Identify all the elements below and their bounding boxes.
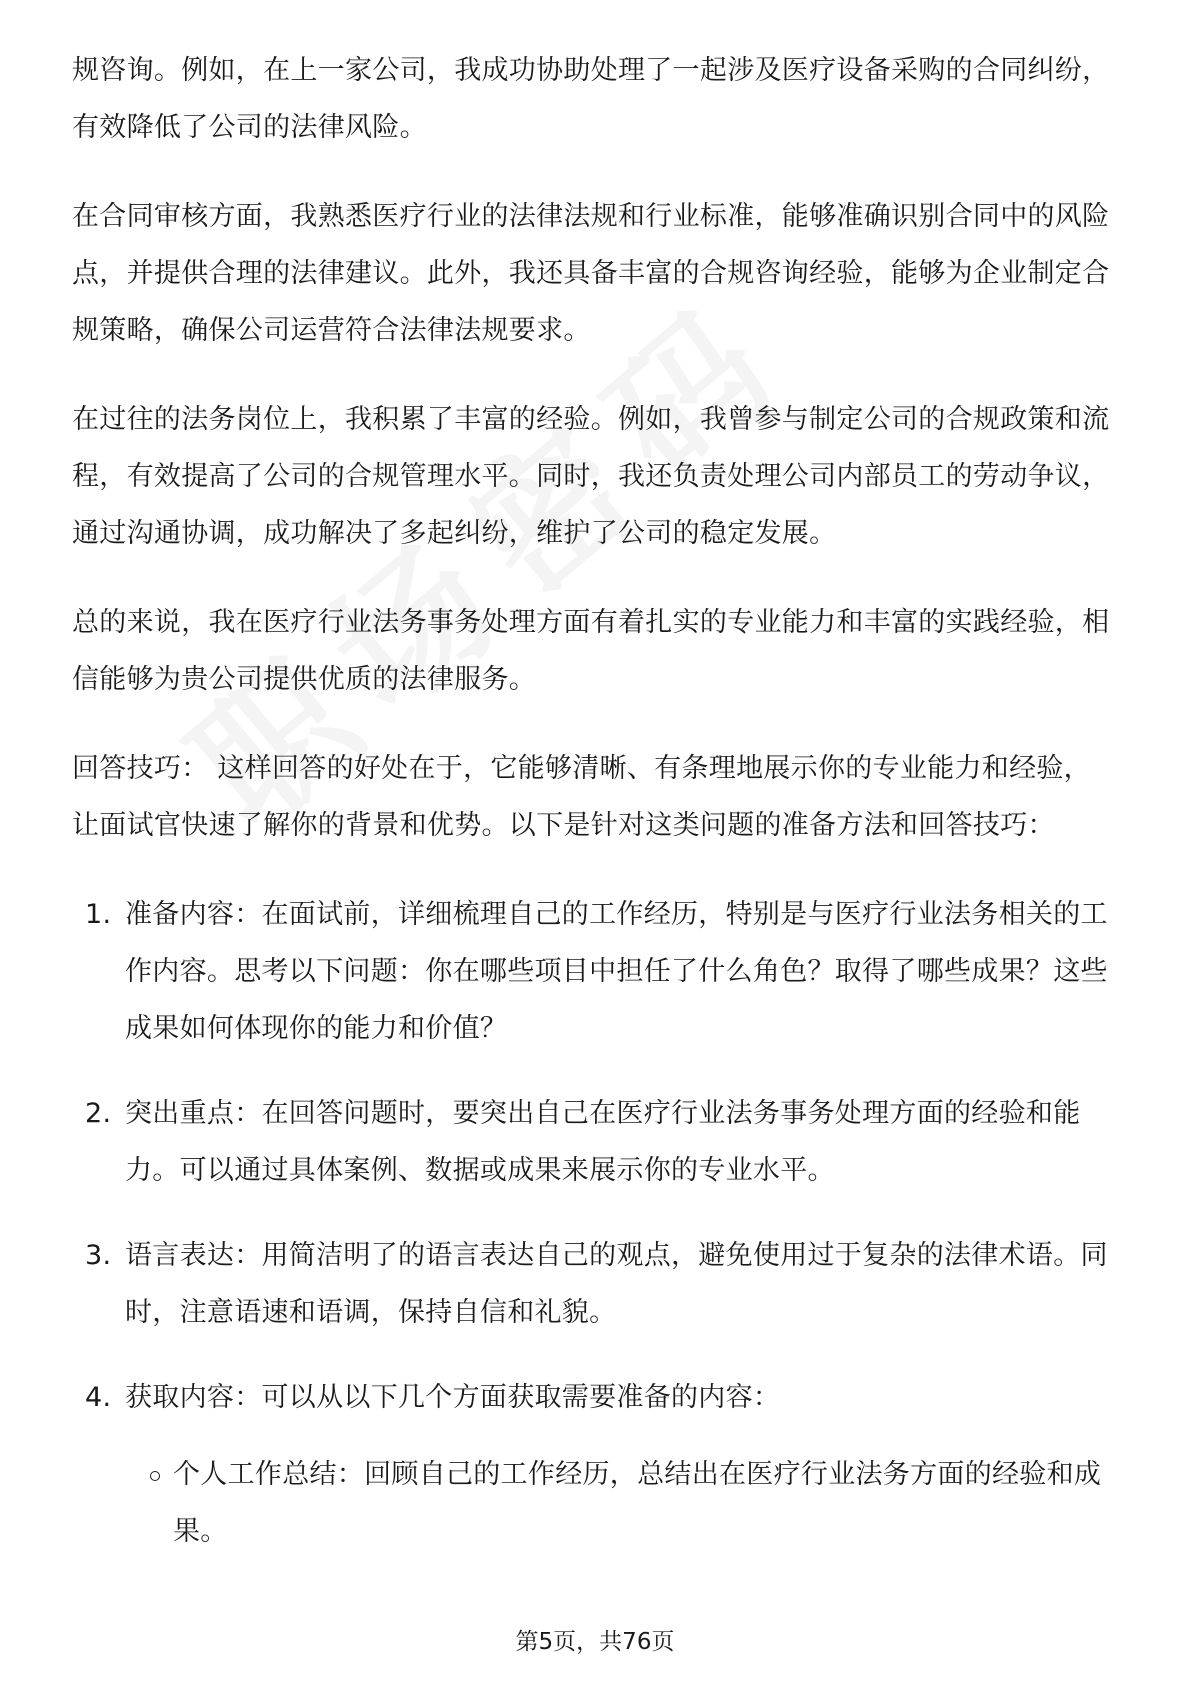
list-item-text: 突出重点：在回答问题时，要突出自己在医疗行业法务事务处理方面的经验和能力。可以通过具体案例、数据或成果来展示你的专业水平。 <box>125 1098 1081 1186</box>
hollow-bullet-icon <box>150 1471 160 1481</box>
list-item-text: 获取内容：可以从以下几个方面获取需要准备的内容： <box>125 1382 781 1413</box>
paragraph-2: 在合同审核方面，我熟悉医疗行业的法律法规和行业标准，能够准确识别合同中的风险点，并提供合理的法律建议。此外，我还具备丰富的合规咨询经验，能够为企业制定合规策略，确保公司运营符合法律法规要求。 <box>72 201 1110 346</box>
paragraph-1: 规咨询。例如，在上一家公司，我成功协助处理了一起涉及医疗设备采购的合同纠纷，有效降低了公司的法律风险。 <box>72 55 1110 143</box>
list-item <box>72 1085 1118 1199</box>
document-body <box>72 42 1118 1588</box>
list-item-text: 准备内容：在面试前，详细梳理自己的工作经历，特别是与医疗行业法务相关的工作内容。思考以下问题：你在哪些项目中担任了什么角色？取得了哪些成果？这些成果如何体现你的能力和价值？ <box>125 899 1108 1044</box>
sub-list-item-text: 个人工作总结：回顾自己的工作经历，总结出在医疗行业法务方面的经验和成果。 <box>173 1459 1102 1547</box>
tips-list <box>72 886 1118 1560</box>
sub-list <box>125 1446 1118 1560</box>
list-number: 2. <box>85 1098 112 1129</box>
list-item <box>72 886 1118 1057</box>
list-item <box>72 1369 1118 1560</box>
paragraph-3: 在过往的法务岗位上，我积累了丰富的经验。例如，我曾参与制定公司的合规政策和流程，有效提高了公司的合规管理水平。同时，我还负责处理公司内部员工的劳动争议，通过沟通协调，成功解决了多起纠纷，维护了公司的稳定发展。 <box>72 404 1110 549</box>
paragraph-4: 总的来说，我在医疗行业法务事务处理方面有着扎实的专业能力和丰富的实践经验，相信能够为贵公司提供优质的法律服务。 <box>72 607 1110 695</box>
list-item-text: 语言表达：用简洁明了的语言表达自己的观点，避免使用过于复杂的法律术语。同时，注意语速和语调，保持自信和礼貌。 <box>125 1240 1108 1328</box>
paragraph-5: 回答技巧： 这样回答的好处在于，它能够清晰、有条理地展示你的专业能力和经验，让面试官快速了解你的背景和优势。以下是针对这类问题的准备方法和回答技巧： <box>72 753 1091 841</box>
sub-list-item <box>125 1446 1118 1560</box>
list-item <box>72 1227 1118 1341</box>
list-number: 4. <box>85 1382 112 1413</box>
page-footer: 第5页，共76页 <box>515 1629 675 1655</box>
list-number: 3. <box>85 1240 112 1271</box>
list-number: 1. <box>85 899 112 930</box>
